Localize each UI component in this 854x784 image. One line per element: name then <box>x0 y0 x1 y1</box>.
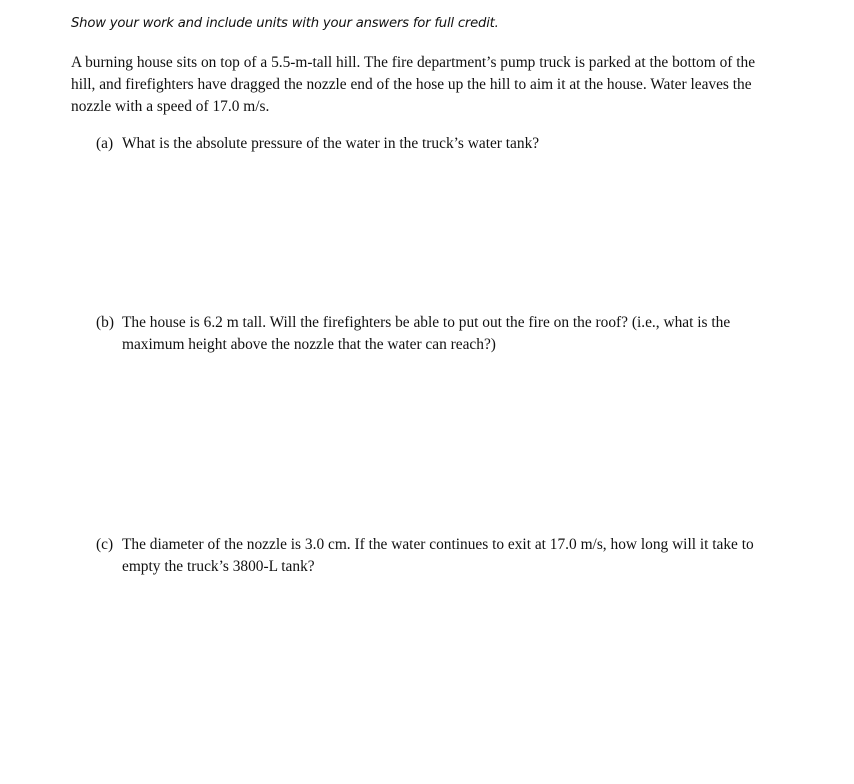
instructions-text: Show your work and include units with your answers for full credit. <box>71 16 499 31</box>
question-b-text: The house is 6.2 m tall. Will the firefighters be able to put out the fire on the roof? (i.e., what is the maximum height above the nozzle that the water can reach?) <box>122 314 731 353</box>
question-a-text: What is the absolute pressure of the water in the truck’s water tank? <box>122 135 540 152</box>
question-a <box>96 133 786 155</box>
question-a-label: (a) <box>96 135 114 152</box>
question-c-text: The diameter of the nozzle is 3.0 cm. If the water continues to exit at 17.0 m/s, how long will it take to empty the truck’s 3800-L tank? <box>122 536 754 575</box>
question-c-label: (c) <box>96 536 114 553</box>
question-c <box>96 534 786 578</box>
question-b-label: (b) <box>96 314 114 331</box>
question-b <box>96 312 786 356</box>
problem-statement: A burning house sits on top of a 5.5-m-tall hill. The fire department’s pump truck is parked at the bottom of the hill, and firefighters have dragged the nozzle end of the hose up the hill to aim it at the house. Water leaves the nozzle with a speed of 17.0 m/s. <box>71 54 756 115</box>
